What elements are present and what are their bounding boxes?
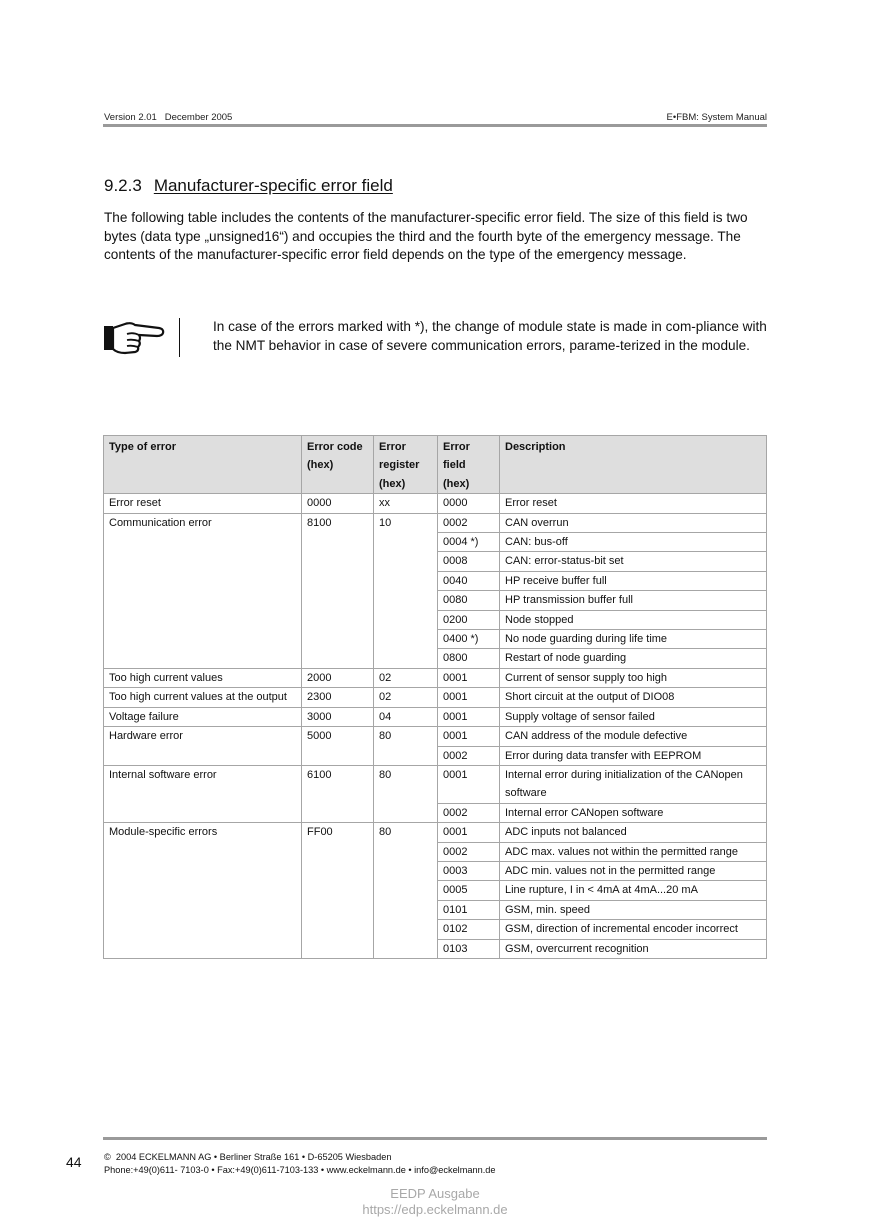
error-code-cell: FF00 — [302, 823, 374, 959]
error-field-cell: 0005 — [438, 881, 500, 900]
header-manual-title: E•FBM: System Manual — [666, 112, 767, 123]
error-field-cell: 0080 — [438, 591, 500, 610]
footer-line-2: Phone:+49(0)611- 7103-0 • Fax:+49(0)611-7103-133 • www.eckelmann.de • info@eckelmann.de — [104, 1165, 496, 1175]
description-cell: Current of sensor supply too high — [500, 668, 767, 687]
error-field-cell: 0004 *) — [438, 533, 500, 552]
table-row — [104, 823, 767, 842]
error-field-cell: 0003 — [438, 861, 500, 880]
page-number: 44 — [66, 1154, 82, 1170]
error-field-cell: 0200 — [438, 610, 500, 629]
description-cell: CAN address of the module defective — [500, 727, 767, 746]
description-cell: Internal error CANopen software — [500, 803, 767, 822]
error-code-cell: 2000 — [302, 668, 374, 687]
footer-address — [104, 1151, 495, 1177]
error-field-cell: 0002 — [438, 513, 500, 532]
error-register-cell: 80 — [374, 765, 438, 822]
error-code-cell: 3000 — [302, 707, 374, 726]
description-cell: ADC inputs not balanced — [500, 823, 767, 842]
watermark-line-2: https://edp.eckelmann.de — [362, 1202, 508, 1217]
description-cell: Node stopped — [500, 610, 767, 629]
error-type-cell: Voltage failure — [104, 707, 302, 726]
description-cell: HP transmission buffer full — [500, 591, 767, 610]
error-field-cell: 0102 — [438, 920, 500, 939]
error-register-cell: 02 — [374, 688, 438, 707]
error-register-cell: 02 — [374, 668, 438, 687]
error-type-cell: Internal software error — [104, 765, 302, 822]
description-cell: CAN: bus-off — [500, 533, 767, 552]
table-row — [104, 688, 767, 707]
error-type-cell: Error reset — [104, 494, 302, 513]
error-code-cell: 8100 — [302, 513, 374, 668]
intro-paragraph: The following table includes the contents of the manufacturer-specific error field. The size of this field is two bytes (data type „unsigned16“) and occupies the third and the fourth byte of the emergency message. The contents of the manufacturer-specific error field depends on the type of the emergency message. — [104, 210, 748, 263]
col-error-register: Error register (hex) — [374, 436, 438, 494]
error-field-cell: 0001 — [438, 707, 500, 726]
description-cell: GSM, min. speed — [500, 900, 767, 919]
table-row — [104, 765, 767, 803]
description-cell: ADC min. values not in the permitted range — [500, 861, 767, 880]
description-cell: CAN: error-status-bit set — [500, 552, 767, 571]
error-field-cell: 0400 *) — [438, 630, 500, 649]
error-field-cell: 0040 — [438, 571, 500, 590]
description-cell: Error reset — [500, 494, 767, 513]
table-row — [104, 727, 767, 746]
error-field-cell: 0001 — [438, 765, 500, 803]
error-field-cell: 0002 — [438, 746, 500, 765]
error-register-cell: 80 — [374, 727, 438, 766]
description-cell: Error during data transfer with EEPROM — [500, 746, 767, 765]
error-field-table — [103, 435, 767, 959]
error-code-cell: 5000 — [302, 727, 374, 766]
pointing-hand-icon — [103, 318, 163, 358]
error-code-cell: 6100 — [302, 765, 374, 822]
col-type-of-error: Type of error — [104, 436, 302, 494]
error-code-cell: 0000 — [302, 494, 374, 513]
error-field-cell: 0001 — [438, 668, 500, 687]
error-register-cell: 80 — [374, 823, 438, 959]
error-code-cell: 2300 — [302, 688, 374, 707]
header-rule — [103, 124, 767, 127]
footer-rule — [103, 1137, 767, 1140]
section-number: 9.2.3 — [104, 176, 142, 195]
error-field-cell: 0001 — [438, 823, 500, 842]
error-field-cell: 0008 — [438, 552, 500, 571]
description-cell: GSM, overcurrent recognition — [500, 939, 767, 958]
table-row — [104, 494, 767, 513]
error-register-cell: xx — [374, 494, 438, 513]
description-cell: Internal error during initialization of the CANopen software — [500, 765, 767, 803]
footer-line-1: © 2004 ECKELMANN AG • Berliner Straße 161 • D-65205 Wiesbaden — [104, 1152, 392, 1162]
error-field-cell: 0002 — [438, 803, 500, 822]
header-version: Version 2.01 December 2005 — [104, 112, 233, 123]
description-cell: Line rupture, I in < 4mA at 4mA...20 mA — [500, 881, 767, 900]
description-cell: Supply voltage of sensor failed — [500, 707, 767, 726]
description-cell: No node guarding during life time — [500, 630, 767, 649]
error-register-cell: 04 — [374, 707, 438, 726]
error-type-cell: Too high current values — [104, 668, 302, 687]
page-header — [104, 112, 767, 123]
error-register-cell: 10 — [374, 513, 438, 668]
description-cell: CAN overrun — [500, 513, 767, 532]
table-row — [104, 513, 767, 532]
error-field-cell: 0101 — [438, 900, 500, 919]
col-error-field: Error field (hex) — [438, 436, 500, 494]
description-cell: ADC max. values not within the permitted range — [500, 842, 767, 861]
col-description: Description — [500, 436, 767, 494]
description-cell: Restart of node guarding — [500, 649, 767, 668]
error-field-cell: 0800 — [438, 649, 500, 668]
error-field-cell: 0002 — [438, 842, 500, 861]
error-type-cell: Communication error — [104, 513, 302, 668]
table-header-row — [104, 436, 767, 494]
note-divider — [179, 318, 180, 357]
error-type-cell: Hardware error — [104, 727, 302, 766]
error-field-cell: 0103 — [438, 939, 500, 958]
error-field-cell: 0001 — [438, 727, 500, 746]
note-text: In case of the errors marked with *), the change of module state is made in com-pliance with the NMT behavior in case of severe communication errors, parame-terized in the module. — [213, 319, 767, 353]
description-cell: HP receive buffer full — [500, 571, 767, 590]
watermark-line-1: EEDP Ausgabe — [390, 1186, 480, 1201]
description-cell: GSM, direction of incremental encoder incorrect — [500, 920, 767, 939]
error-type-cell: Too high current values at the output — [104, 688, 302, 707]
error-field-cell: 0000 — [438, 494, 500, 513]
description-cell: Short circuit at the output of DIO08 — [500, 688, 767, 707]
section-title: Manufacturer-specific error field — [153, 176, 393, 195]
table-row — [104, 707, 767, 726]
error-type-cell: Module-specific errors — [104, 823, 302, 959]
error-field-cell: 0001 — [438, 688, 500, 707]
section-heading — [104, 176, 393, 196]
watermark — [0, 1186, 870, 1218]
table-row — [104, 668, 767, 687]
col-error-code: Error code (hex) — [302, 436, 374, 494]
